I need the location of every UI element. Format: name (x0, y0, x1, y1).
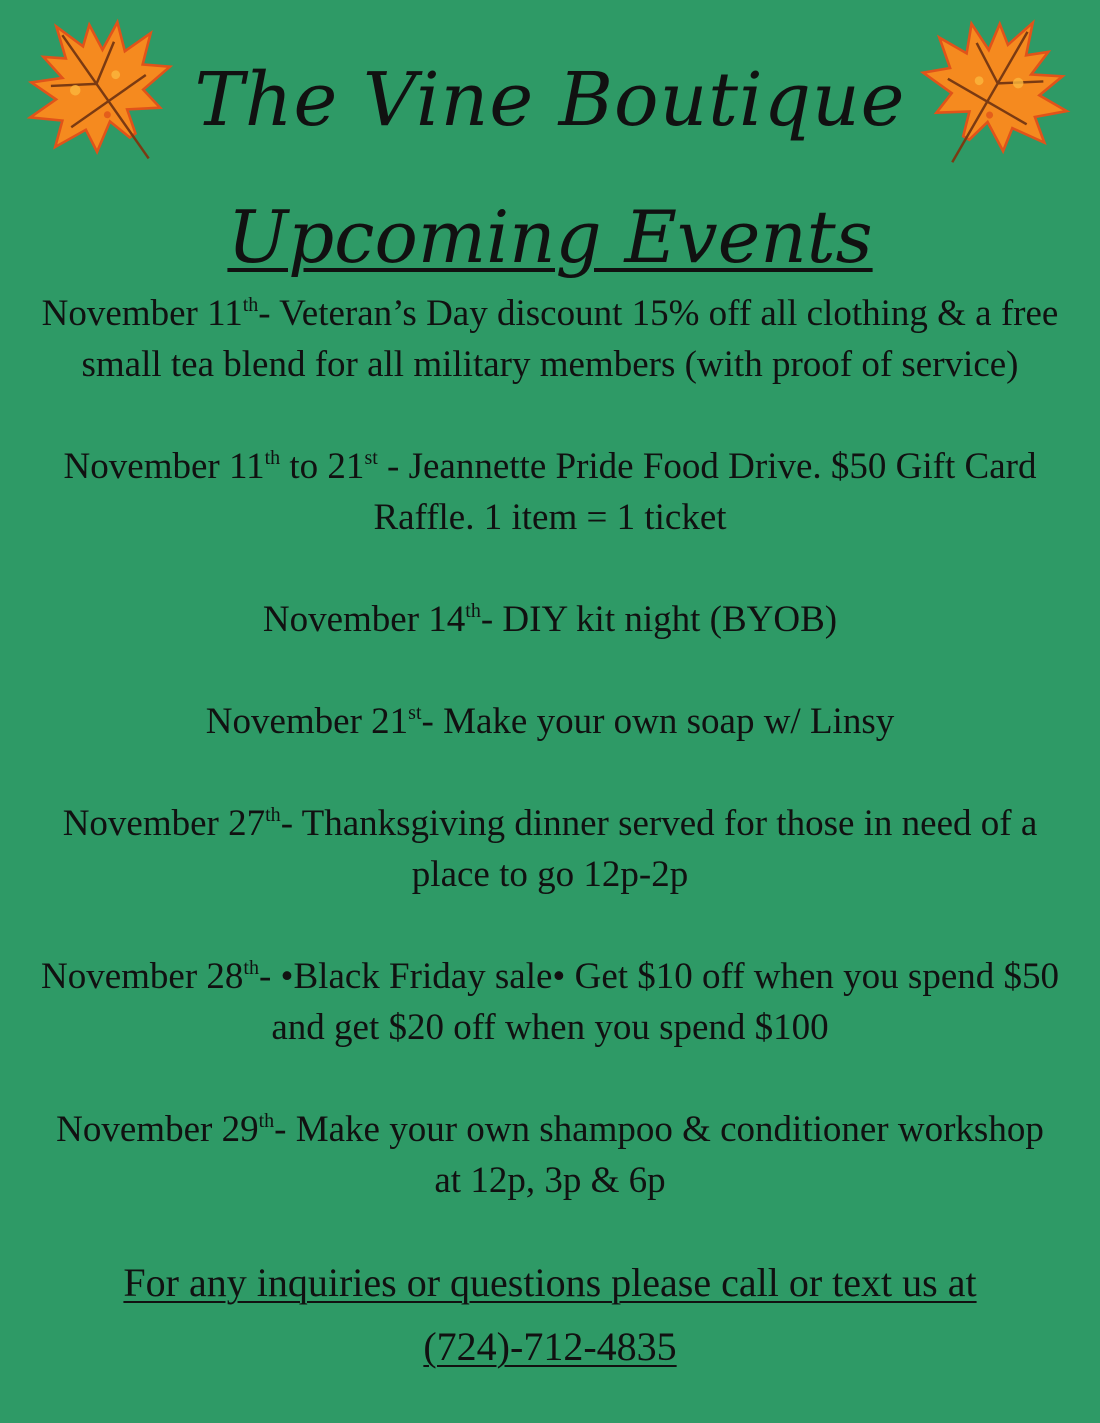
event-item: November 28th- •Black Friday sale• Get $10 off when you spend $50 and get $20 off when you spend $100 (40, 956, 1059, 1048)
event-item: November 29th- Make your own shampoo & conditioner workshop at 12p, 3p & 6p (56, 1109, 1044, 1201)
event-item: November 11th- Veteran’s Day discount 15% off all clothing & a free small tea blend for all military members (with proof of service) (41, 293, 1059, 385)
event-item: November 27th- Thanksgiving dinner served for those in need of a place to go 12p-2p (62, 803, 1038, 895)
event-item: November 14th- DIY kit night (BYOB) (262, 599, 838, 640)
event-item: November 21st- Make your own soap w/ Linsy (205, 701, 895, 742)
contact-info (20, 1254, 1080, 1376)
boutique-title: The Vine Boutique (194, 57, 906, 143)
events-heading (0, 192, 1100, 282)
contact-message: For any inquiries or questions please call or text us at (123, 1260, 977, 1305)
event-item: November 11th to 21st - Jeannette Pride Food Drive. $50 Gift Card Raffle. 1 item = 1 ticket (63, 446, 1037, 538)
events-heading-text: Upcoming Events (227, 195, 873, 279)
event-list (40, 288, 1060, 1206)
phone-number: (724)-712-4835 (423, 1324, 677, 1369)
